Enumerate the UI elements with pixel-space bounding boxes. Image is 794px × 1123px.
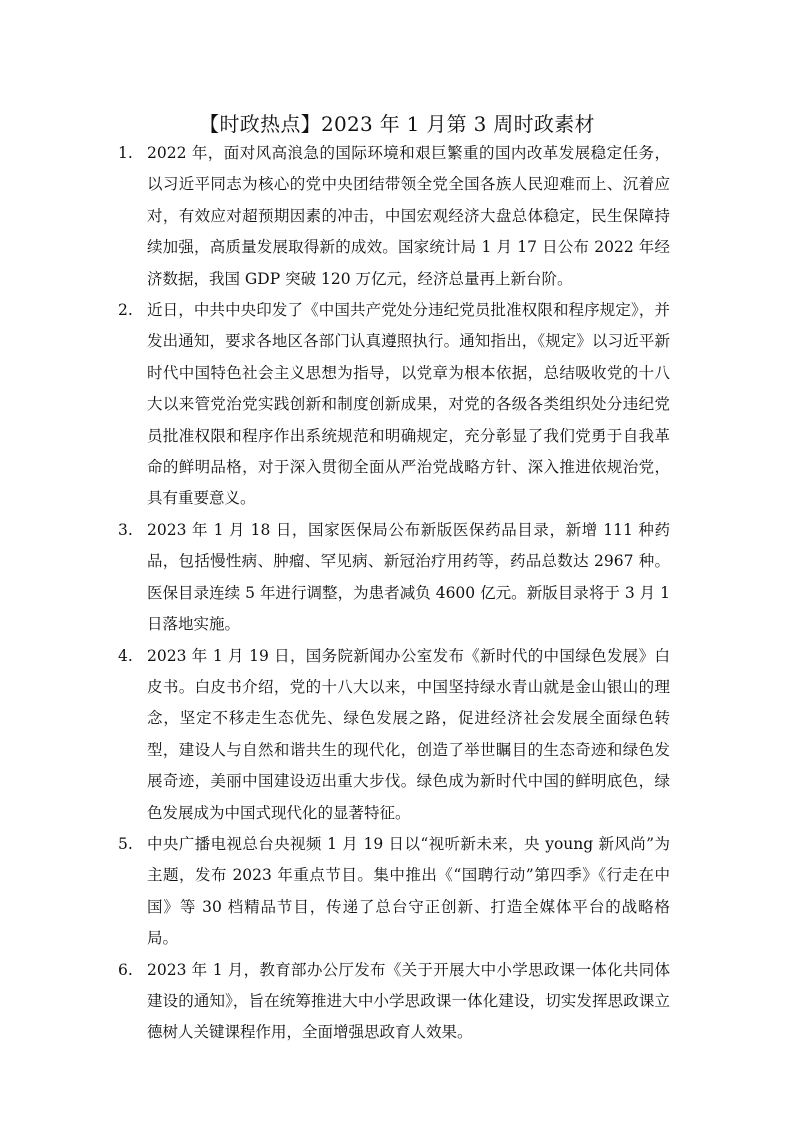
news-item [118,138,670,295]
item-number: 6. [118,960,133,979]
item-number: 1. [118,144,133,162]
news-item [118,829,670,955]
item-text: 中央广播电视总台央视频 1 月 19 日以“视听新未来，央 young 新风尚”为主题，发布 2023 年重点节目。集中推出《“国聘行动”第四季》《行走在中国》等 30 档精品节目，传递了总台守正创新、打造全媒体平台的战略格局。 [147,834,670,948]
item-text: 2023 年 1 月，教育部办公厅发布《关于开展大中小学思政课一体化共同体建设的通知》，旨在统筹推进大中小学思政课一体化建设，切实发挥思政课立德树人关键课程作用，全面增强思政育人效果。 [147,960,670,1042]
item-text: 近日，中共中央印发了《中国共产党处分违纪党员批准权限和程序规定》，并发出通知，要求各地区各部门认真遵照执行。通知指出，《规定》以习近平新时代中国特色社会主义思想为指导，以党章为根本依据，总结吸收党的十八大以来管党治党实践创新和制度创新成果，对党的各级各类组织处分违纪党员批准权限和程序作出系统规范和明确规定，充分彰显了我们党勇于自我革命的鲜明品格，对于深入贯彻全面从严治党战略方针、深入推进依规治党，具有重要意义。 [147,301,670,508]
item-text: 2022 年，面对风高浪急的国际环境和艰巨繁重的国内改革发展稳定任务，以习近平同志为核心的党中央团结带领全党全国各族人民迎难而上、沉着应对，有效应对超预期因素的冲击，中国宏观经济大盘总体稳定，民生保障持续加强，高质量发展取得新的成效。国家统计局 1 月 17 日公布 2022 年经济数据，我国 GDP 突破 120 万亿元，经济总量再上新台阶。 [147,144,670,288]
news-item [118,515,670,641]
item-number: 3. [118,520,133,539]
news-item-list [118,138,670,1049]
item-text: 2023 年 1 月 18 日，国家医保局公布新版医保药品目录，新增 111 种药品，包括慢性病、肿瘤、罕见病、新冠治疗用药等，药品总数达 2967 种。医保目录连续 5 年进行调整，为患者减负 4600 亿元。新版目录将于 3 月 1 日落地实施。 [147,520,670,634]
item-text: 2023 年 1 月 19 日，国务院新闻办公室发布《新时代的中国绿色发展》白皮书。白皮书介绍，党的十八大以来，中国坚持绿水青山就是金山银山的理念，坚定不移走生态优先、绿色发展之路，促进经济社会发展全面绿色转型，建设人与自然和谐共生的现代化，创造了举世瞩目的生态奇迹和绿色发展奇迹，美丽中国建设迈出重大步伐。绿色成为新时代中国的鲜明底色，绿色发展成为中国式现代化的显著特征。 [147,646,670,822]
document-title: 【时政热点】2023 年 1 月第 3 周时政素材 [199,112,595,136]
news-item [118,295,670,515]
news-item [118,641,670,829]
item-number: 2. [118,301,133,320]
news-item [118,955,670,1049]
item-number: 5. [118,834,133,853]
item-number: 4. [118,646,133,665]
